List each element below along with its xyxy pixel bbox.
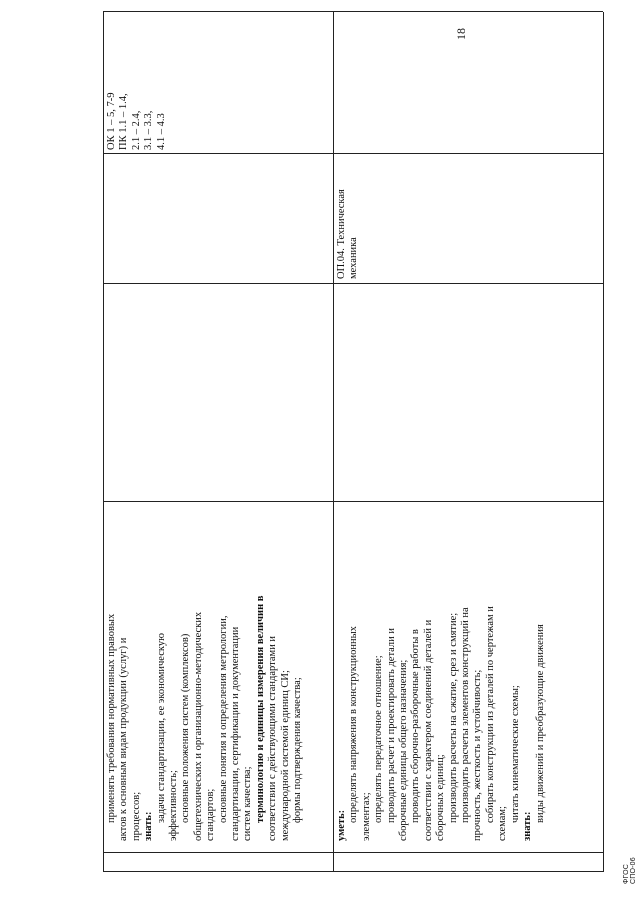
table-border-top: [103, 12, 104, 872]
row2-text-line: сборочные единицы общего назначения;: [398, 659, 410, 841]
row2-text-line: элементах;: [360, 792, 372, 841]
row2-text-line: определять напряжения в конструкционных: [348, 626, 360, 823]
row2-text-line: соответствии с характером соединений деталей и: [422, 619, 434, 841]
row1-text-line: формы подтверждения качества;: [292, 677, 304, 823]
row2-text-line: проводить сборочно-разборочные работы в: [410, 629, 422, 823]
row1-text-line: применять требования нормативных правовых: [106, 613, 117, 823]
row2-text-line: сборочных единиц;: [435, 754, 447, 841]
row2-text-line: производить расчеты на сжатие, срез и смятие;: [447, 612, 459, 823]
table-border-right: [103, 11, 603, 12]
row1-text-line: актов к основным видам продукции (услуг) и: [118, 637, 130, 841]
discipline-name-line: ОП.04. Техническая: [336, 189, 347, 279]
column-divider-1: [103, 852, 603, 853]
row2-text-line: производить расчеты элементов конструкций на: [460, 607, 472, 823]
row1-text-line: эффективность;: [168, 770, 180, 841]
row1-text-line: стандартизации, сертификации и документации: [230, 626, 242, 841]
row2-discipline-cell: [336, 159, 361, 279]
competency-code-line: ПК 1.1 – 1.4,: [118, 93, 130, 150]
row2-text-line: схемам;: [497, 806, 509, 841]
row1-text-line: общетехнических и организационно-методических: [192, 611, 204, 841]
row1-text-line: терминологию и единицы измерения величин в: [254, 595, 266, 823]
row1-text-line: стандартов;: [205, 788, 217, 841]
column-divider-2: [103, 501, 603, 502]
row1-text-line: соответствии с действующими стандартами и: [267, 635, 279, 841]
page-number: 18: [454, 28, 468, 40]
competency-code-line: 4.1 – 4.3: [155, 113, 167, 150]
discipline-name-line: механика: [348, 237, 360, 279]
row2-text-line: собирать конструкции из деталей по чертежам и: [484, 606, 496, 823]
column-divider-4: [103, 153, 603, 154]
row2-text-line: знать:: [522, 811, 534, 841]
rotated-sheet: [103, 12, 603, 872]
row1-content-cell: [106, 505, 305, 841]
row1-text-line: процессов;: [130, 791, 142, 841]
row2-text-line: проводить расчет и проектировать детали и: [385, 627, 397, 823]
competency-table: [103, 12, 603, 872]
row1-codes-cell: [106, 20, 168, 150]
row1-text-line: основные понятия и определения метрологии,: [217, 615, 229, 823]
table-border-bottom: [603, 12, 604, 872]
table-row-divider: [333, 12, 334, 872]
row1-text-line: основные положения систем (комплексов): [180, 633, 192, 823]
row2-text-line: виды движений и преобразующие движения: [534, 624, 546, 823]
row1-text-line: знать:: [143, 811, 155, 841]
column-divider-3: [103, 283, 603, 284]
row2-text-line: прочность, жесткость и устойчивость;: [472, 669, 484, 841]
row1-text-line: международной системой единиц СИ;: [279, 670, 291, 841]
competency-code-line: ОК 1 – 5, 7-9: [106, 92, 117, 150]
row2-text-line: уметь:: [336, 809, 347, 841]
table-border-left: [103, 871, 603, 872]
competency-code-line: 2.1 – 2.4,: [130, 110, 142, 150]
row1-text-line: систем качества;: [242, 766, 254, 841]
row2-content-cell: [336, 505, 547, 841]
row2-text-line: читать кинематические схемы;: [509, 685, 521, 823]
row2-text-line: определять передаточное отношение;: [373, 655, 385, 823]
row1-text-line: задачи стандартизации, ее экономическую: [155, 633, 167, 823]
competency-code-line: 3.1 – 3.3,: [143, 110, 155, 150]
footer-label: ФГОС СПО-06: [623, 857, 637, 884]
